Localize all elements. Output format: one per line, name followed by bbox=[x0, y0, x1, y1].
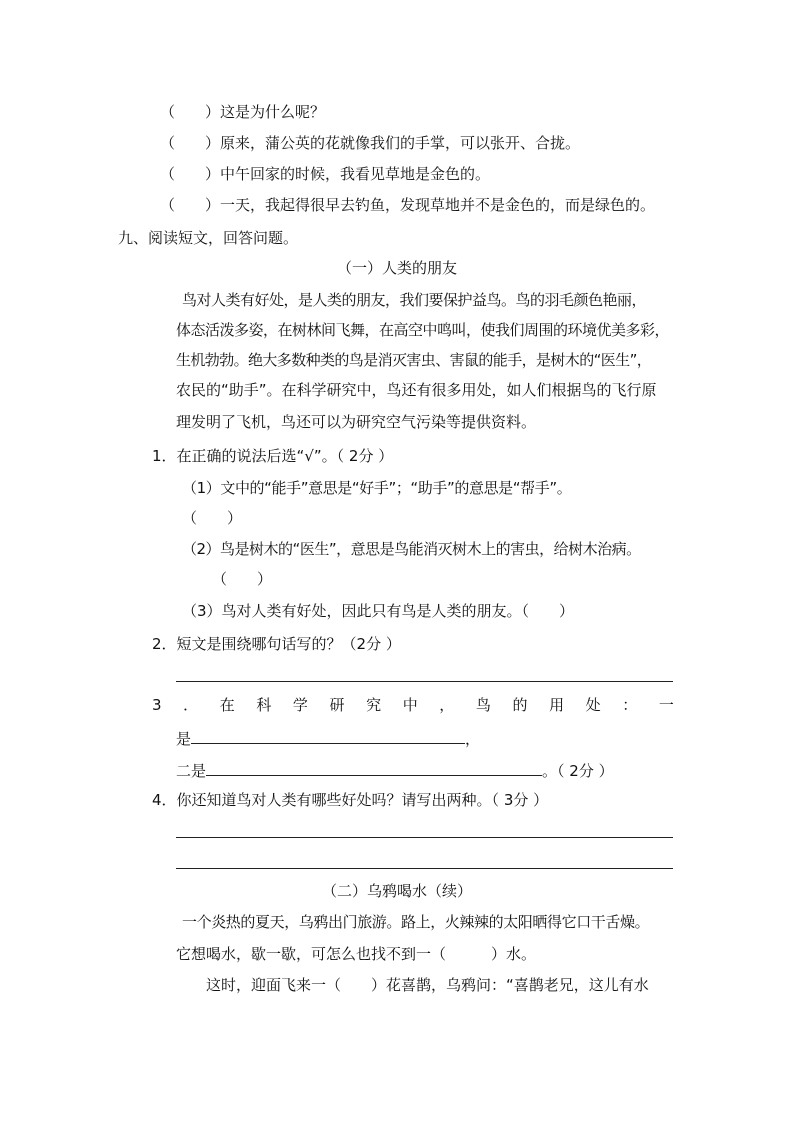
order-item-1: （ ）这是为什么呢？ bbox=[160, 103, 326, 121]
passage1-line-1: 鸟对人类有好处，是人类的朋友，我们要保护益鸟。鸟的羽毛颜色艳丽， bbox=[182, 291, 647, 309]
q4-answer-line-2[interactable] bbox=[176, 868, 673, 869]
q2-stem: 2．短文是围绕哪句话写的？（2分 ） bbox=[152, 635, 401, 653]
q3-char: ， bbox=[439, 696, 455, 714]
q1-option-c: （3）鸟对人类有好处，因此只有鸟是人类的朋友。（ ） bbox=[182, 602, 575, 620]
q1-option-b-blank[interactable]: （ ） bbox=[212, 570, 273, 588]
q1-option-a: （1）文中的“能手”意思是“好手”；“助手”的意思是“帮手”。 bbox=[182, 479, 572, 497]
q3-char: 中 bbox=[402, 696, 418, 714]
q3-char: ． bbox=[183, 696, 199, 714]
order-item-4: （ ）一天，我起得很早去钓鱼，发现草地并不是金色的，而是绿色的。 bbox=[160, 196, 656, 214]
q2-answer-line[interactable] bbox=[176, 681, 673, 682]
passage1-line-3: 生机勃勃。绝大多数种类的鸟是消灭害虫、害鼠的能手，是树木的“医生”， bbox=[176, 351, 652, 369]
q3-char: 3 bbox=[152, 696, 162, 714]
q3-char: 的 bbox=[512, 696, 528, 714]
section-heading: 九、阅读短文，回答问题。 bbox=[118, 229, 299, 247]
q3-two-suffix: 。（ 2分 ） bbox=[542, 762, 614, 780]
q1-stem: 1．在正确的说法后选“√”。（ 2分 ） bbox=[152, 447, 394, 465]
passage1-title: （一）人类的朋友 bbox=[336, 259, 457, 277]
q3-char: 用 bbox=[549, 696, 565, 714]
q3-char: 在 bbox=[219, 696, 235, 714]
q3-blank-two-row bbox=[176, 759, 614, 781]
q3-two-prefix: 二是 bbox=[176, 762, 207, 780]
q3-stem bbox=[152, 695, 674, 715]
q3-blank-one-row bbox=[176, 727, 480, 749]
q3-one-suffix: ， bbox=[465, 730, 481, 748]
passage2-line-1: 一个炎热的夏天，乌鸦出门旅游。路上，火辣辣的太阳晒得它口干舌燥。 bbox=[182, 913, 650, 931]
passage2-line-2: 它想喝水，歇一歇，可怎么也找不到一（ ）水。 bbox=[176, 945, 537, 963]
q1-option-b: （2）鸟是树木的“医生”，意思是鸟能消灭树木上的害虫，给树木治病。 bbox=[182, 540, 641, 558]
q4-stem: 4．你还知道鸟对人类有哪些好处吗？请写出两种。（ 3分 ） bbox=[152, 791, 549, 809]
passage1-line-2: 体态活泼多姿，在树林间飞舞，在高空中鸣叫，使我们周围的环境优美多彩， bbox=[176, 321, 670, 339]
q3-char: ： bbox=[622, 696, 638, 714]
q3-char: 一 bbox=[658, 696, 674, 714]
order-item-2: （ ）原来，蒲公英的花就像我们的手掌，可以张开、合拢。 bbox=[160, 134, 581, 152]
passage1-line-4: 农民的“助手”。在科学研究中，鸟还有很多用处，如人们根据鸟的飞行原 bbox=[176, 381, 657, 399]
q1-option-a-blank[interactable]: （ ） bbox=[182, 509, 243, 527]
q3-blank-two[interactable] bbox=[206, 759, 542, 776]
q3-char: 科 bbox=[256, 696, 272, 714]
q3-blank-one[interactable] bbox=[191, 727, 465, 744]
q3-one-prefix: 是 bbox=[176, 730, 192, 748]
passage2-title: （二）乌鸦喝水（续） bbox=[321, 882, 472, 900]
q3-char: 研 bbox=[329, 696, 345, 714]
q3-char: 究 bbox=[366, 696, 382, 714]
q4-answer-line-1[interactable] bbox=[176, 837, 673, 838]
passage2-line-3: 这时，迎面飞来一（ ）花喜鹊，乌鸦问：“喜鹊老兄，这儿有水 bbox=[206, 976, 649, 994]
q3-char: 鸟 bbox=[475, 696, 491, 714]
passage1-line-5: 理发明了飞机，鸟还可以为研究空气污染等提供资料。 bbox=[176, 413, 537, 431]
q3-char: 学 bbox=[292, 696, 308, 714]
order-item-3: （ ）中午回家的时候，我看见草地是金色的。 bbox=[160, 165, 491, 183]
q3-char: 处 bbox=[585, 696, 601, 714]
